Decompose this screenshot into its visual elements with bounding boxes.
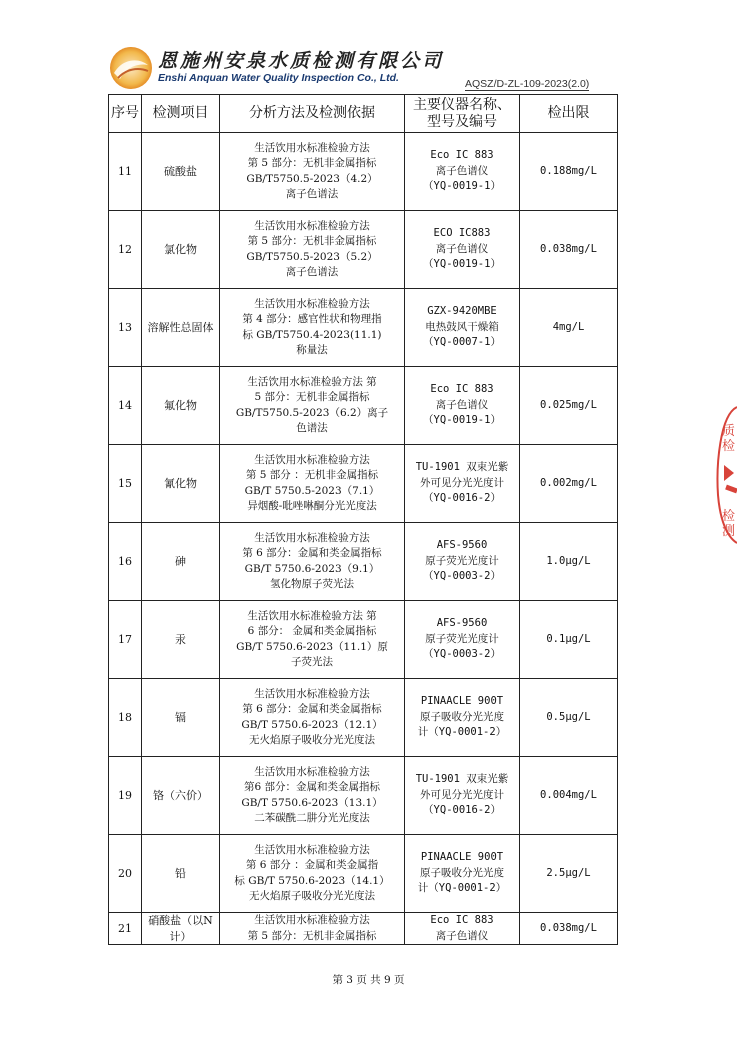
instrument-line: AFS-9560 bbox=[436, 617, 488, 630]
row-instrument bbox=[405, 913, 520, 945]
method-line: 第 4 部分：感官性状和物理指 bbox=[242, 313, 382, 325]
row-number: 14 bbox=[109, 367, 142, 445]
svg-text:测: 测 bbox=[722, 524, 736, 539]
table-row bbox=[109, 367, 618, 445]
instrument-line: 原子吸收分光光度 bbox=[420, 866, 504, 879]
row-number: 19 bbox=[109, 757, 142, 835]
table-row bbox=[109, 445, 618, 523]
row-method bbox=[220, 835, 405, 913]
method-line: 生活饮用水标准检验方法 bbox=[254, 687, 370, 700]
row-method bbox=[220, 913, 405, 945]
row-number: 20 bbox=[109, 835, 142, 913]
method-line: 无火焰原子吸收分光光度法 bbox=[249, 890, 375, 902]
header-instrument: 主要仪器名称、型号及编号 bbox=[405, 95, 520, 133]
method-line: GB/T 5750.6-2023（9.1） bbox=[244, 562, 380, 575]
method-line: 标 GB/T5750.4-2023(11.1) bbox=[242, 328, 382, 341]
method-line: GB/T5750.5-2023（4.2） bbox=[246, 172, 378, 185]
method-line: 子荧光法 bbox=[291, 656, 333, 668]
row-instrument bbox=[405, 289, 520, 367]
method-line: 二苯碳酰二肼分光光度法 bbox=[254, 812, 370, 824]
table-header-row bbox=[109, 95, 618, 133]
method-line: 生活饮用水标准检验方法 bbox=[254, 914, 370, 926]
row-detection-limit: 4mg/L bbox=[520, 289, 618, 367]
method-line: GB/T 5750.6-2023（11.1）原 bbox=[236, 640, 388, 653]
test-methods-table bbox=[108, 94, 618, 945]
table-row bbox=[109, 835, 618, 913]
instrument-line: Eco IC 883 bbox=[430, 914, 494, 926]
svg-text:检: 检 bbox=[722, 439, 736, 454]
method-line: 第 5 部分：无机非金属指标 bbox=[247, 157, 377, 169]
instrument-line: Eco IC 883 bbox=[430, 149, 494, 162]
method-line: GB/T5750.5-2023（6.2）离子 bbox=[235, 406, 389, 419]
method-line: GB/T5750.5-2023（5.2） bbox=[246, 250, 378, 263]
method-line: 生活饮用水标准检验方法 bbox=[254, 297, 370, 310]
row-item: 溶解性总固体 bbox=[142, 289, 220, 367]
table-row bbox=[109, 601, 618, 679]
method-line: GB/T 5750.6-2023（13.1） bbox=[241, 796, 383, 809]
method-line: 第6 部分：金属和类金属指标 bbox=[243, 781, 381, 793]
row-instrument bbox=[405, 445, 520, 523]
method-line: 无火焰原子吸收分光光度法 bbox=[249, 734, 375, 746]
row-method bbox=[220, 757, 405, 835]
header-no: 序号 bbox=[109, 95, 142, 133]
row-item: 汞 bbox=[142, 601, 220, 679]
row-method bbox=[220, 133, 405, 211]
row-method bbox=[220, 523, 405, 601]
row-instrument bbox=[405, 133, 520, 211]
row-detection-limit: 0.188mg/L bbox=[520, 133, 618, 211]
method-line: 生活饮用水标准检验方法 bbox=[254, 765, 370, 778]
row-detection-limit: 0.025mg/L bbox=[520, 367, 618, 445]
row-item: 硫酸盐 bbox=[142, 133, 220, 211]
method-line: 第 6 部分 ：金属和类金属指 bbox=[245, 859, 379, 871]
instrument-line: 电热鼓风干燥箱 bbox=[425, 320, 499, 333]
row-instrument bbox=[405, 367, 520, 445]
row-method bbox=[220, 601, 405, 679]
instrument-line: 外可见分光光度计 bbox=[420, 476, 504, 489]
instrument-line: 离子色谱仪 bbox=[435, 398, 489, 411]
row-number: 12 bbox=[109, 211, 142, 289]
row-number: 16 bbox=[109, 523, 142, 601]
page-header bbox=[0, 0, 737, 95]
method-line: 生活饮用水标准检验方法 bbox=[254, 453, 370, 466]
method-line: 5 部分：无机非金属指标 bbox=[254, 391, 370, 403]
table-row bbox=[109, 289, 618, 367]
method-line: 生活饮用水标准检验方法 bbox=[254, 843, 370, 856]
row-item: 氟化物 bbox=[142, 367, 220, 445]
method-line: 生活饮用水标准检验方法 bbox=[254, 219, 370, 232]
row-item: 硝酸盐（以N计） bbox=[142, 913, 220, 945]
instrument-line: TU-1901 双束光紫 bbox=[415, 461, 509, 474]
row-detection-limit: 0.1μg/L bbox=[520, 601, 618, 679]
document-code: AQSZ/D-ZL-109-2023(2.0) bbox=[465, 78, 590, 90]
row-detection-limit: 2.5μg/L bbox=[520, 835, 618, 913]
instrument-line: （YQ-0007-1） bbox=[423, 336, 501, 349]
method-line: 色谱法 bbox=[296, 422, 328, 434]
row-number: 11 bbox=[109, 133, 142, 211]
method-line: 生活饮用水标准检验方法 bbox=[254, 141, 370, 154]
table-row bbox=[109, 523, 618, 601]
row-detection-limit: 1.0μg/L bbox=[520, 523, 618, 601]
row-item: 氯化物 bbox=[142, 211, 220, 289]
instrument-line: PINAACLE 900T bbox=[420, 695, 504, 708]
instrument-line: （YQ-0003-2） bbox=[423, 648, 501, 661]
method-line: 离子色谱法 bbox=[285, 266, 339, 278]
row-method bbox=[220, 367, 405, 445]
row-detection-limit: 0.002mg/L bbox=[520, 445, 618, 523]
method-line: 标 GB/T 5750.6-2023（14.1） bbox=[234, 874, 390, 887]
instrument-line: 原子吸收分光光度 bbox=[420, 710, 504, 723]
table-row bbox=[109, 757, 618, 835]
row-instrument bbox=[405, 679, 520, 757]
company-name-en: Enshi Anquan Water Quality Inspection Co., Ltd. bbox=[158, 72, 399, 84]
instrument-line: 离子色谱仪 bbox=[435, 929, 489, 942]
instrument-line: TU-1901 双束光紫 bbox=[415, 773, 509, 786]
method-line: 第 5 部分：无机非金属指标 bbox=[247, 235, 377, 247]
method-line: GB/T 5750.5-2023（7.1） bbox=[244, 484, 380, 497]
method-line: 异烟酸-吡唑啉酮分光光度法 bbox=[247, 500, 377, 512]
row-instrument bbox=[405, 757, 520, 835]
row-detection-limit: 0.038mg/L bbox=[520, 913, 618, 945]
row-item: 镉 bbox=[142, 679, 220, 757]
row-detection-limit: 0.038mg/L bbox=[520, 211, 618, 289]
method-line: 氢化物原子荧光法 bbox=[270, 578, 354, 590]
row-number: 21 bbox=[109, 913, 142, 945]
row-instrument bbox=[405, 211, 520, 289]
row-detection-limit: 0.004mg/L bbox=[520, 757, 618, 835]
method-line: 生活饮用水标准检验方法 第 bbox=[247, 609, 377, 622]
instrument-line: 计（YQ-0001-2） bbox=[417, 882, 507, 895]
table-row bbox=[109, 913, 618, 945]
method-line: 第 5 部分：无机非金属指标 bbox=[247, 929, 377, 942]
row-number: 18 bbox=[109, 679, 142, 757]
instrument-line: 离子色谱仪 bbox=[435, 242, 489, 255]
header-item: 检测项目 bbox=[142, 95, 220, 133]
header-method: 分析方法及检测依据 bbox=[220, 95, 405, 133]
method-line: 第 5 部分 ：无机非金属指标 bbox=[245, 469, 379, 481]
method-line: 第 6 部分：金属和类金属指标 bbox=[242, 547, 382, 559]
row-instrument bbox=[405, 835, 520, 913]
svg-text:质: 质 bbox=[722, 424, 736, 439]
method-line: 生活饮用水标准检验方法 第 bbox=[247, 375, 377, 388]
row-number: 13 bbox=[109, 289, 142, 367]
instrument-line: （YQ-0019-1） bbox=[423, 414, 501, 427]
row-number: 15 bbox=[109, 445, 142, 523]
row-method bbox=[220, 289, 405, 367]
header-limit: 检出限 bbox=[520, 95, 618, 133]
row-item: 氰化物 bbox=[142, 445, 220, 523]
instrument-line: 原子荧光光度计 bbox=[425, 554, 499, 567]
row-detection-limit: 0.5μg/L bbox=[520, 679, 618, 757]
method-line: 第 6 部分：金属和类金属指标 bbox=[242, 703, 382, 715]
table-row bbox=[109, 133, 618, 211]
instrument-line: （YQ-0019-1） bbox=[423, 258, 501, 271]
table-row bbox=[109, 211, 618, 289]
row-number: 17 bbox=[109, 601, 142, 679]
row-item: 砷 bbox=[142, 523, 220, 601]
row-item: 铬（六价） bbox=[142, 757, 220, 835]
instrument-line: 外可见分光光度计 bbox=[420, 788, 504, 801]
instrument-line: PINAACLE 900T bbox=[420, 851, 504, 864]
instrument-line: 原子荧光光度计 bbox=[425, 632, 499, 645]
method-line: 生活饮用水标准检验方法 bbox=[254, 531, 370, 544]
instrument-line: AFS-9560 bbox=[436, 539, 488, 552]
instrument-line: 离子色谱仪 bbox=[435, 164, 489, 177]
row-method bbox=[220, 679, 405, 757]
method-line: 称量法 bbox=[296, 344, 328, 356]
instrument-line: 计（YQ-0001-2） bbox=[417, 726, 507, 739]
row-item: 铅 bbox=[142, 835, 220, 913]
table-row bbox=[109, 679, 618, 757]
method-line: 离子色谱法 bbox=[285, 188, 339, 200]
instrument-line: Eco IC 883 bbox=[430, 383, 494, 396]
svg-text:检: 检 bbox=[722, 509, 736, 524]
instrument-line: GZX-9420MBE bbox=[427, 305, 497, 318]
method-line: 6 部分： 金属和类金属指标 bbox=[247, 625, 377, 637]
page-number: 第 3 页 共 9 页 bbox=[332, 974, 405, 986]
instrument-line: （YQ-0016-2） bbox=[423, 492, 501, 505]
red-seal-stamp bbox=[712, 405, 737, 545]
row-method bbox=[220, 211, 405, 289]
method-line: GB/T 5750.6-2023（12.1） bbox=[241, 718, 383, 731]
company-logo-icon bbox=[108, 45, 154, 91]
row-instrument bbox=[405, 523, 520, 601]
instrument-line: ECO IC883 bbox=[433, 227, 491, 240]
row-method bbox=[220, 445, 405, 523]
instrument-line: （YQ-0003-2） bbox=[423, 570, 501, 583]
company-name-cn: 恩施州安泉水质检测有限公司 bbox=[158, 50, 445, 72]
row-instrument bbox=[405, 601, 520, 679]
instrument-line: （YQ-0019-1） bbox=[423, 180, 501, 193]
instrument-line: （YQ-0016-2） bbox=[423, 804, 501, 817]
